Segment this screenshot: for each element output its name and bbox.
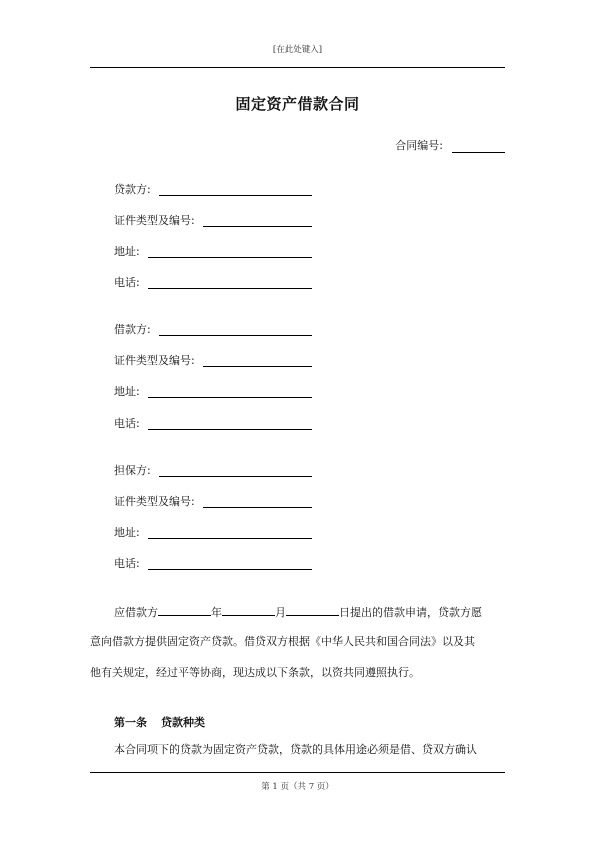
borrower-address-field xyxy=(114,385,312,399)
guarantor-phone-label: 电话: xyxy=(114,557,140,570)
article-1-heading xyxy=(114,714,205,730)
application-month-blank[interactable] xyxy=(222,604,275,616)
borrower-address-label: 地址: xyxy=(114,385,140,398)
lender-label: 贷款方: xyxy=(114,183,151,196)
article-1-text: 本合同项下的贷款为固定资产贷款，贷款的具体用途必须是借、贷双方确认 xyxy=(114,743,477,756)
contract-number-blank[interactable] xyxy=(452,140,505,153)
lender-blank[interactable] xyxy=(159,183,312,196)
application-year-blank[interactable] xyxy=(158,604,211,616)
borrower-label: 借款方: xyxy=(114,323,151,336)
lender-address-field xyxy=(114,245,312,259)
lender-phone-blank[interactable] xyxy=(148,276,312,289)
footer-rule xyxy=(90,772,505,773)
borrower-field xyxy=(114,323,312,337)
borrower-address-blank[interactable] xyxy=(148,385,312,398)
contract-number-label: 合同编号: xyxy=(395,139,443,152)
intro-line-3: 他有关规定，经过平等协商，现达成以下条款，以资共同遵照执行。 xyxy=(90,666,420,679)
lender-phone-field xyxy=(114,276,312,290)
guarantor-label: 担保方: xyxy=(114,464,151,477)
guarantor-address-blank[interactable] xyxy=(148,526,312,539)
lender-id-label: 证件类型及编号: xyxy=(114,214,195,227)
lender-address-label: 地址: xyxy=(114,245,140,258)
borrower-id-field xyxy=(114,354,312,368)
header-rule xyxy=(90,67,505,68)
guarantor-field xyxy=(114,464,312,478)
application-day-blank[interactable] xyxy=(286,604,339,616)
intro-prefix: 应借款方 xyxy=(114,606,158,619)
borrower-id-blank[interactable] xyxy=(203,354,312,367)
lender-phone-label: 电话: xyxy=(114,276,140,289)
guarantor-id-label: 证件类型及编号: xyxy=(114,495,195,508)
borrower-phone-label: 电话: xyxy=(114,417,140,430)
lender-id-blank[interactable] xyxy=(203,214,312,227)
guarantor-address-label: 地址: xyxy=(114,526,140,539)
guarantor-phone-blank[interactable] xyxy=(148,557,312,570)
borrower-blank[interactable] xyxy=(159,323,312,336)
lender-id-field xyxy=(114,214,312,228)
intro-suffix: 日提出的借款申请，贷款方愿 xyxy=(339,606,482,619)
borrower-id-label: 证件类型及编号: xyxy=(114,354,195,367)
guarantor-blank[interactable] xyxy=(159,464,312,477)
guarantor-phone-field xyxy=(114,557,312,571)
intro-line-1 xyxy=(114,604,505,620)
lender-field xyxy=(114,183,312,197)
contract-number-field xyxy=(395,137,505,153)
page-header-text: [在此处键入] xyxy=(272,45,323,55)
page-footer-text: 第 1 页（共 7 页） xyxy=(261,782,334,792)
intro-month-label: 月 xyxy=(275,606,286,619)
intro-line-2: 意向借款方提供固定资产贷款。借贷双方根据《中华人民共和国合同法》以及其 xyxy=(90,635,475,648)
article-1-number: 第一条 xyxy=(114,716,147,729)
borrower-phone-field xyxy=(114,417,312,431)
intro-year-label: 年 xyxy=(211,606,222,619)
borrower-phone-blank[interactable] xyxy=(148,417,312,430)
document-title: 固定资产借款合同 xyxy=(235,95,360,113)
guarantor-address-field xyxy=(114,526,312,540)
lender-address-blank[interactable] xyxy=(148,245,312,258)
article-1-title: 贷款种类 xyxy=(161,716,205,729)
guarantor-id-blank[interactable] xyxy=(203,495,312,508)
guarantor-id-field xyxy=(114,495,312,509)
